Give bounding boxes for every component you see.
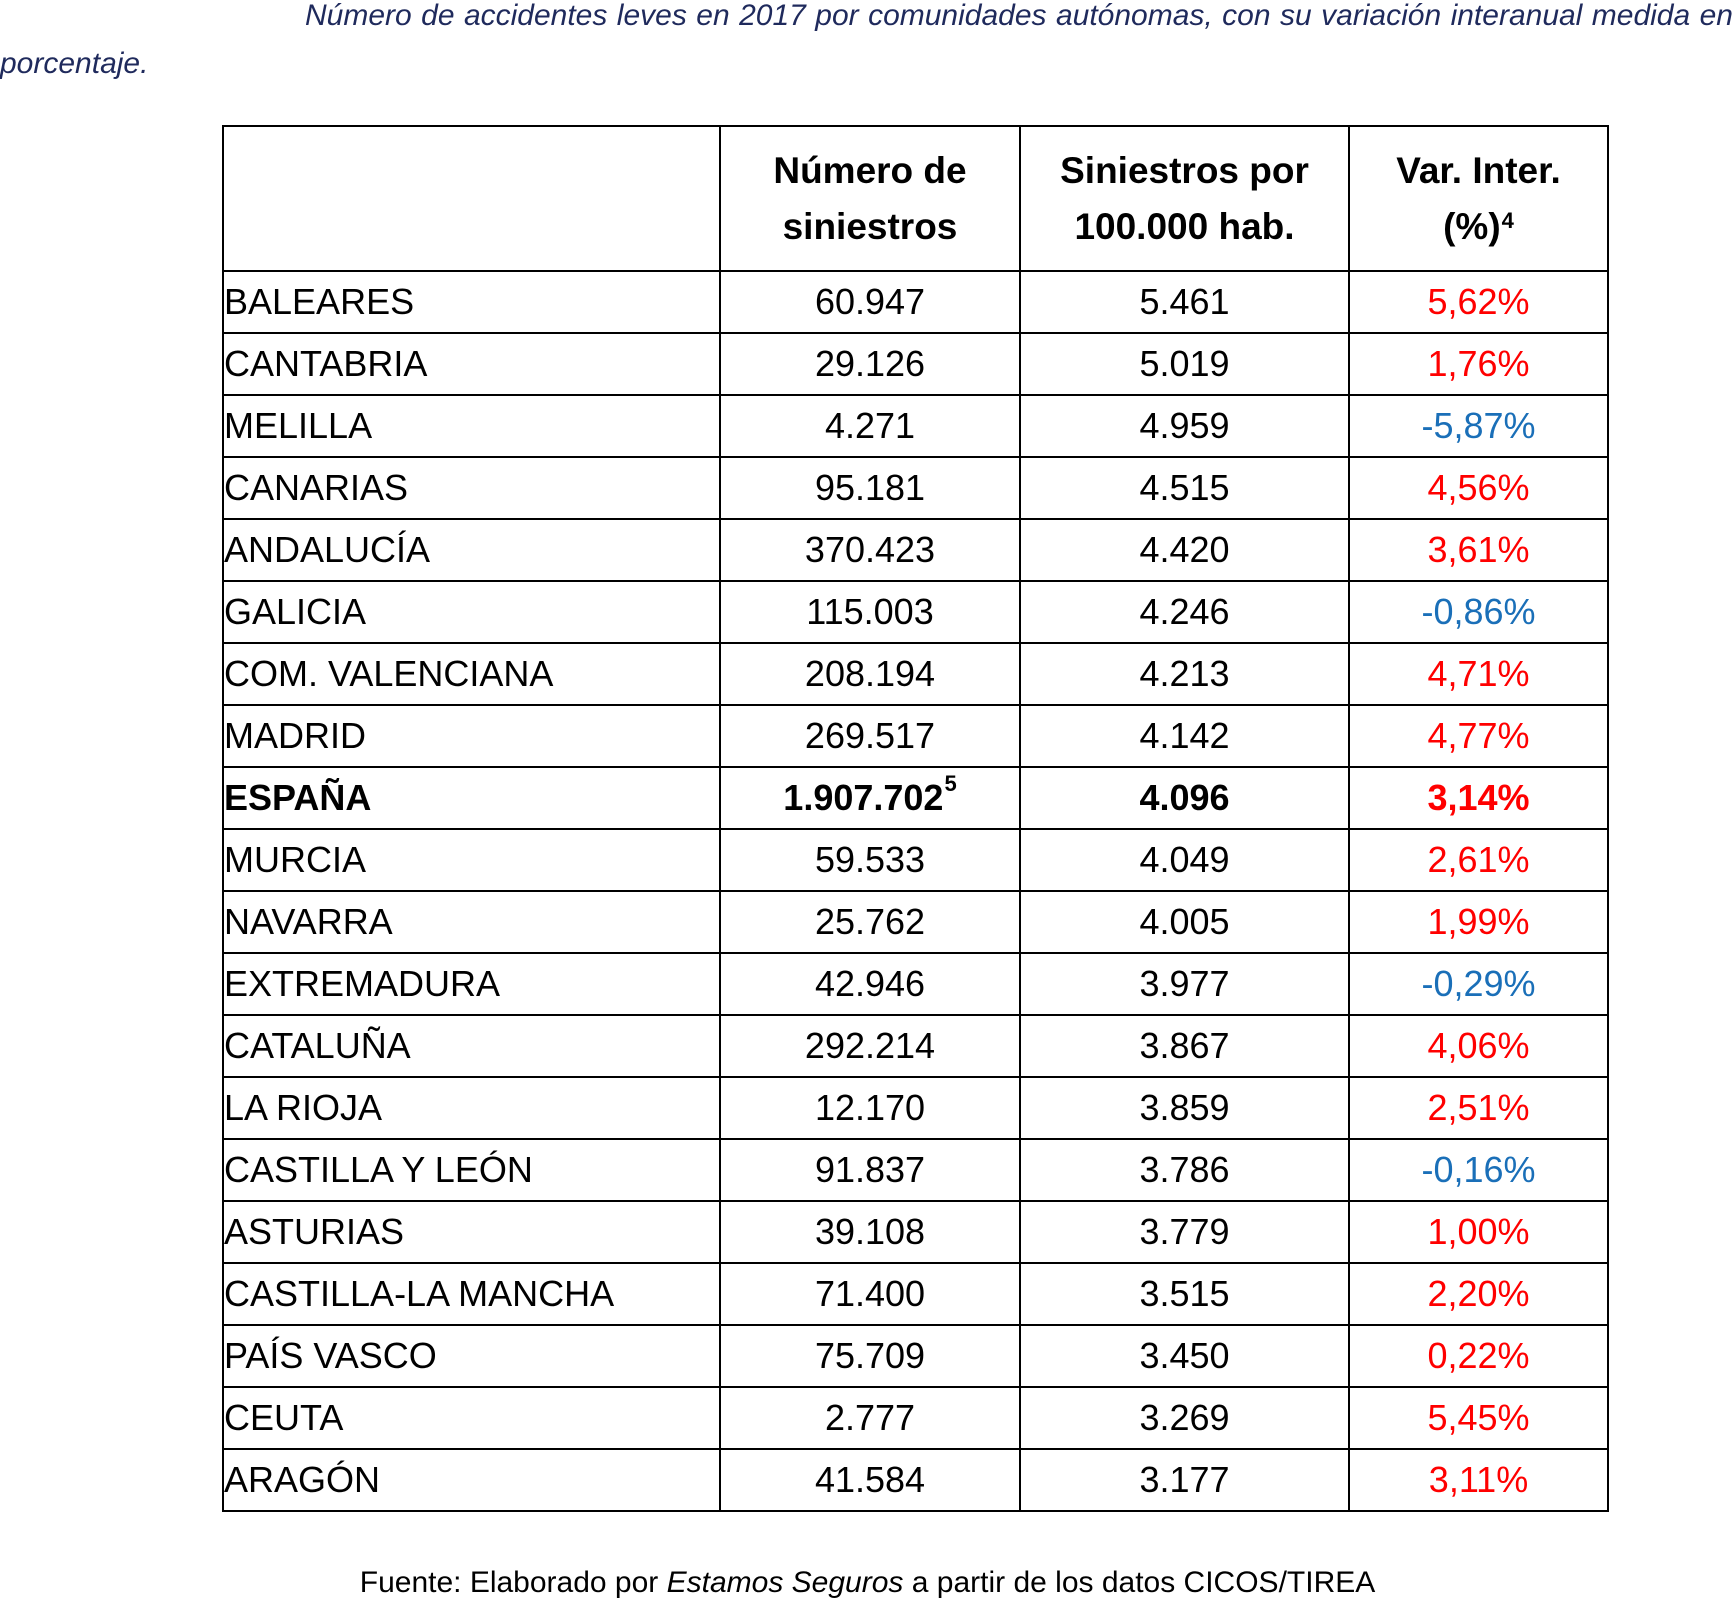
cell-var: -0,29%	[1349, 953, 1608, 1015]
cell-var: 5,62%	[1349, 271, 1608, 333]
cell-var: 3,14%	[1349, 767, 1608, 829]
cell-siniestros	[720, 1325, 1020, 1387]
header-var-line2: (%)	[1443, 205, 1501, 247]
cell-var: -5,87%	[1349, 395, 1608, 457]
cell-region: MADRID	[223, 705, 720, 767]
cell-siniestros	[720, 643, 1020, 705]
header-var-footnote: 4	[1501, 207, 1514, 233]
cell-por100k: 5.019	[1020, 333, 1349, 395]
cell-por100k: 3.269	[1020, 1387, 1349, 1449]
table-body	[223, 271, 1608, 1511]
header-siniestros-line1: Número de	[773, 149, 967, 191]
cell-siniestros-value: 39.108	[814, 1211, 926, 1252]
cell-siniestros	[720, 1449, 1020, 1511]
cell-siniestros	[720, 1263, 1020, 1325]
source-publisher: Estamos Seguros	[666, 1566, 904, 1599]
cell-siniestros-value: 41.584	[814, 1459, 926, 1500]
header-por100k-line2: 100.000 hab.	[1074, 205, 1295, 247]
cell-region: CATALUÑA	[223, 1015, 720, 1077]
cell-siniestros-value: 42.946	[814, 963, 926, 1004]
cell-region: COM. VALENCIANA	[223, 643, 720, 705]
table-row-total	[223, 767, 1608, 829]
table-row	[223, 333, 1608, 395]
table-row	[223, 1077, 1608, 1139]
cell-region: EXTREMADURA	[223, 953, 720, 1015]
cell-region: ARAGÓN	[223, 1449, 720, 1511]
table-row	[223, 1449, 1608, 1511]
table-row	[223, 1139, 1608, 1201]
cell-var: 4,77%	[1349, 705, 1608, 767]
header-siniestros-line2: siniestros	[782, 205, 958, 247]
cell-siniestros-footnote: 5	[944, 771, 957, 796]
cell-region: ANDALUCÍA	[223, 519, 720, 581]
cell-siniestros-value: 91.837	[814, 1149, 926, 1190]
table-row	[223, 1325, 1608, 1387]
cell-siniestros-value: 12.170	[814, 1087, 926, 1128]
cell-siniestros-value: 95.181	[814, 467, 926, 508]
cell-siniestros-value: 75.709	[814, 1335, 926, 1376]
table-row	[223, 457, 1608, 519]
table-row	[223, 891, 1608, 953]
cell-por100k: 5.461	[1020, 271, 1349, 333]
cell-var: 4,06%	[1349, 1015, 1608, 1077]
table-row	[223, 1201, 1608, 1263]
cell-siniestros	[720, 271, 1020, 333]
cell-siniestros	[720, 953, 1020, 1015]
cell-siniestros	[720, 519, 1020, 581]
cell-var: 1,76%	[1349, 333, 1608, 395]
cell-siniestros	[720, 1139, 1020, 1201]
table-row	[223, 519, 1608, 581]
header-por100k-line1: Siniestros por	[1060, 149, 1309, 191]
cell-siniestros-value: 269.517	[804, 715, 936, 756]
cell-siniestros	[720, 395, 1020, 457]
cell-siniestros	[720, 891, 1020, 953]
cell-siniestros-value: 208.194	[804, 653, 936, 694]
cell-siniestros-value: 292.214	[804, 1025, 936, 1066]
table-row	[223, 395, 1608, 457]
header-var	[1349, 126, 1608, 271]
table-row	[223, 643, 1608, 705]
cell-var: 3,11%	[1349, 1449, 1608, 1511]
cell-siniestros-value: 370.423	[804, 529, 936, 570]
cell-siniestros-value: 60.947	[814, 281, 926, 322]
table-row	[223, 1263, 1608, 1325]
cell-por100k: 3.779	[1020, 1201, 1349, 1263]
cell-por100k: 3.977	[1020, 953, 1349, 1015]
cell-var: 0,22%	[1349, 1325, 1608, 1387]
cell-region: CANARIAS	[223, 457, 720, 519]
header-por100k	[1020, 126, 1349, 271]
cell-var: 4,71%	[1349, 643, 1608, 705]
cell-siniestros	[720, 457, 1020, 519]
cell-por100k: 3.177	[1020, 1449, 1349, 1511]
table-row	[223, 829, 1608, 891]
cell-region: CASTILLA-LA MANCHA	[223, 1263, 720, 1325]
cell-var: 4,56%	[1349, 457, 1608, 519]
source-suffix: a partir de los datos CICOS/TIREA	[903, 1566, 1376, 1599]
cell-por100k: 3.859	[1020, 1077, 1349, 1139]
cell-siniestros	[720, 1387, 1020, 1449]
cell-siniestros	[720, 1015, 1020, 1077]
cell-por100k: 4.049	[1020, 829, 1349, 891]
cell-region: GALICIA	[223, 581, 720, 643]
table-row	[223, 1387, 1608, 1449]
cell-por100k: 4.213	[1020, 643, 1349, 705]
cell-siniestros	[720, 767, 1020, 829]
cell-var: 5,45%	[1349, 1387, 1608, 1449]
cell-por100k: 3.867	[1020, 1015, 1349, 1077]
cell-region: LA RIOJA	[223, 1077, 720, 1139]
cell-siniestros	[720, 1201, 1020, 1263]
cell-region: ESPAÑA	[223, 767, 720, 829]
table-row	[223, 953, 1608, 1015]
table-row	[223, 1015, 1608, 1077]
cell-por100k: 4.246	[1020, 581, 1349, 643]
header-siniestros	[720, 126, 1020, 271]
source-prefix: Fuente: Elaborado por	[359, 1566, 667, 1599]
cell-por100k: 4.096	[1020, 767, 1349, 829]
table-row	[223, 271, 1608, 333]
table-caption: Número de accidentes leves en 2017 por comunidades autónomas, con su variación interanual medida en porcentaje.	[0, 0, 1733, 80]
cell-var: 2,20%	[1349, 1263, 1608, 1325]
cell-region: NAVARRA	[223, 891, 720, 953]
cell-siniestros-value: 115.003	[806, 591, 934, 632]
cell-por100k: 4.515	[1020, 457, 1349, 519]
cell-siniestros	[720, 333, 1020, 395]
table-header-row	[223, 126, 1608, 271]
cell-region: BALEARES	[223, 271, 720, 333]
cell-siniestros-value: 2.777	[824, 1397, 916, 1438]
table-row	[223, 705, 1608, 767]
cell-por100k: 4.005	[1020, 891, 1349, 953]
cell-siniestros-value: 59.533	[814, 839, 926, 880]
cell-siniestros	[720, 829, 1020, 891]
header-region	[223, 126, 720, 271]
cell-siniestros-value: 29.126	[814, 343, 926, 384]
cell-var: 1,00%	[1349, 1201, 1608, 1263]
cell-siniestros-value: 1.907.702	[783, 777, 944, 818]
cell-por100k: 4.420	[1020, 519, 1349, 581]
cell-siniestros-value: 71.400	[814, 1273, 926, 1314]
cell-por100k: 3.786	[1020, 1139, 1349, 1201]
cell-siniestros	[720, 581, 1020, 643]
cell-var: 2,61%	[1349, 829, 1608, 891]
cell-var: 3,61%	[1349, 519, 1608, 581]
cell-region: MELILLA	[223, 395, 720, 457]
accidents-table	[222, 125, 1609, 1512]
cell-region: CEUTA	[223, 1387, 720, 1449]
cell-region: CANTABRIA	[223, 333, 720, 395]
cell-region: ASTURIAS	[223, 1201, 720, 1263]
cell-siniestros-value: 4.271	[824, 405, 916, 446]
cell-region: PAÍS VASCO	[223, 1325, 720, 1387]
cell-siniestros-value: 25.762	[814, 901, 926, 942]
cell-por100k: 4.142	[1020, 705, 1349, 767]
cell-var: 2,51%	[1349, 1077, 1608, 1139]
cell-siniestros	[720, 1077, 1020, 1139]
cell-var: 1,99%	[1349, 891, 1608, 953]
header-var-line1: Var. Inter.	[1396, 149, 1561, 191]
cell-var: -0,86%	[1349, 581, 1608, 643]
cell-por100k: 4.959	[1020, 395, 1349, 457]
table-row	[223, 581, 1608, 643]
source-note	[0, 1563, 1735, 1603]
cell-region: MURCIA	[223, 829, 720, 891]
cell-region: CASTILLA Y LEÓN	[223, 1139, 720, 1201]
cell-var: -0,16%	[1349, 1139, 1608, 1201]
cell-por100k: 3.515	[1020, 1263, 1349, 1325]
cell-por100k: 3.450	[1020, 1325, 1349, 1387]
cell-siniestros	[720, 705, 1020, 767]
